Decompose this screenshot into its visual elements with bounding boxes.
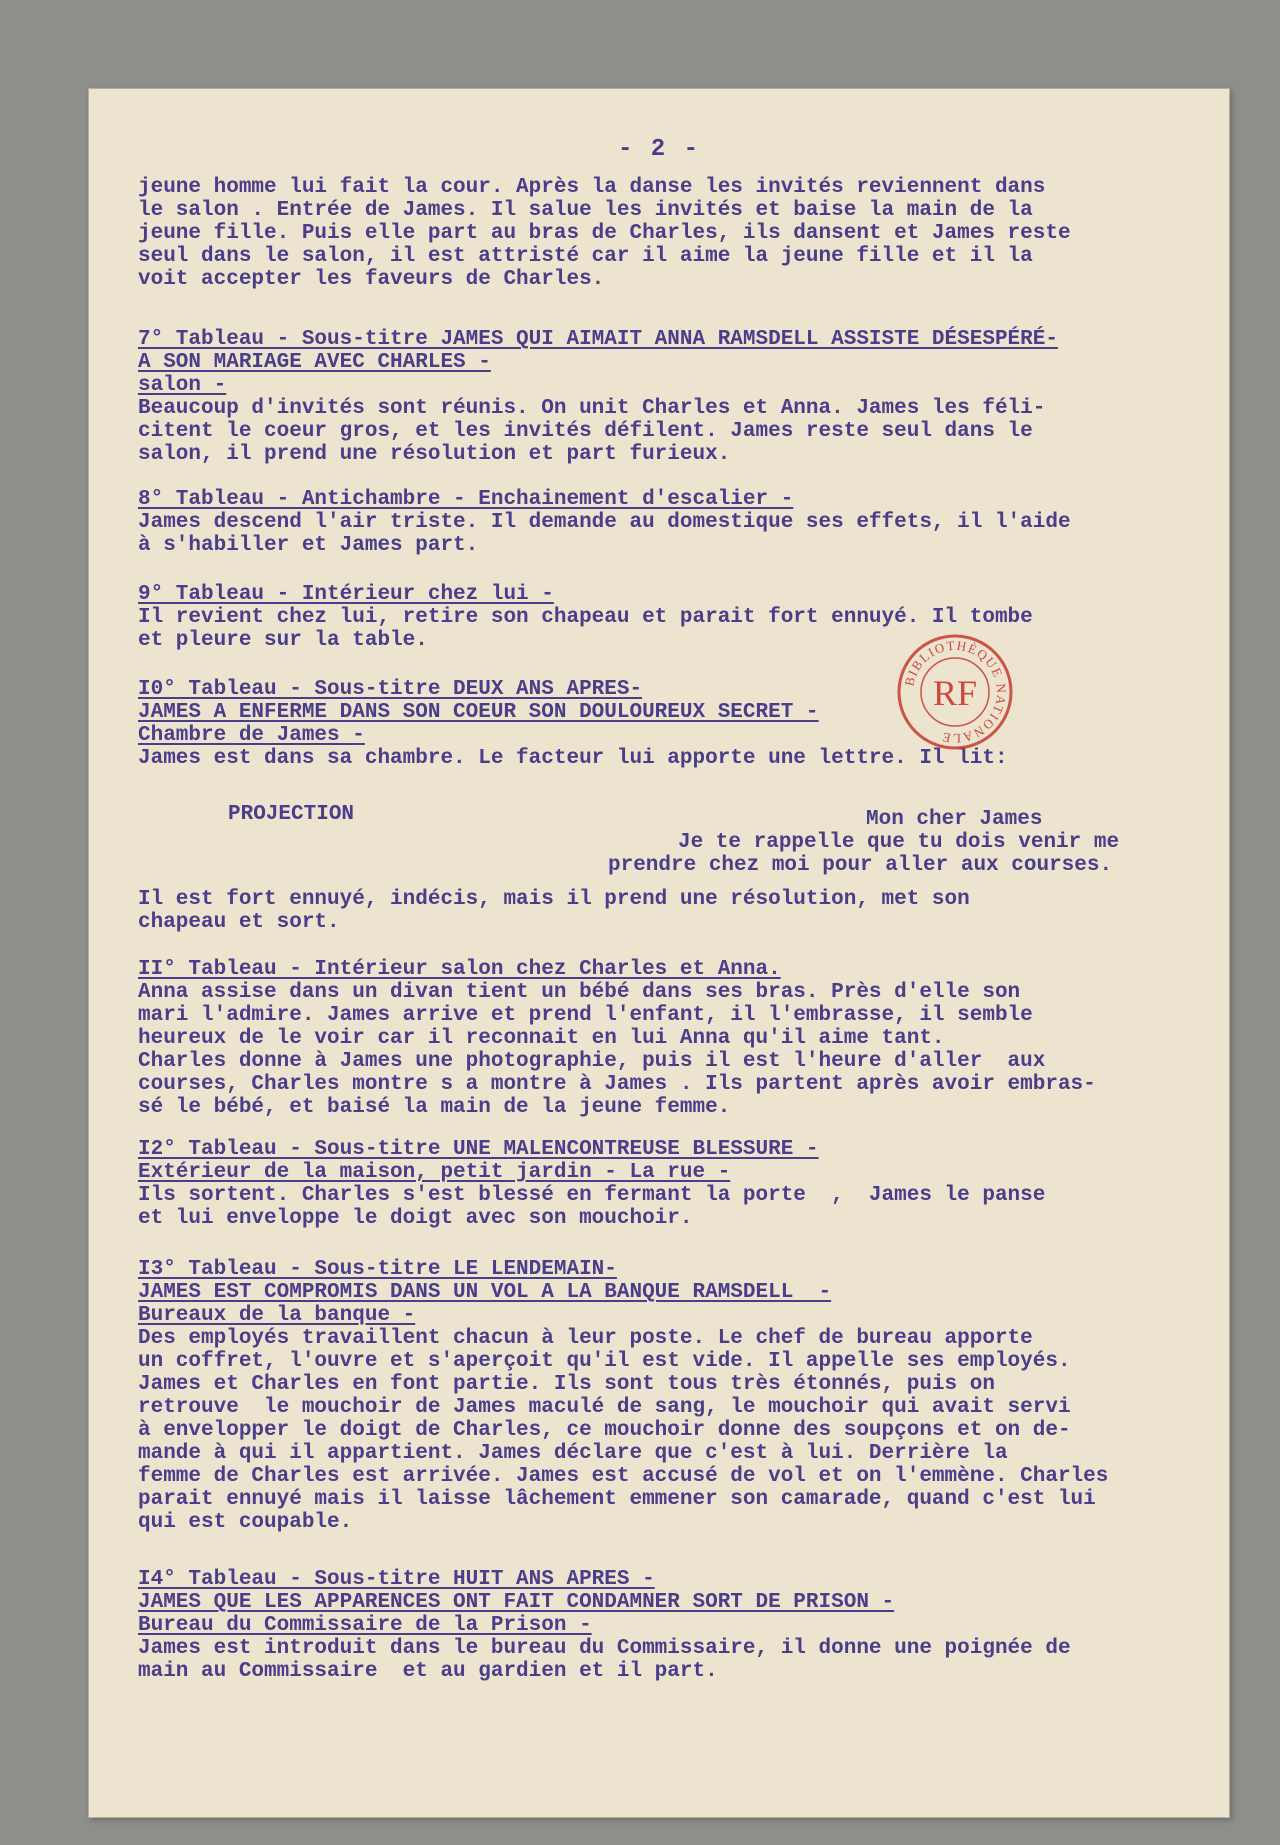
tableau-12 — [138, 1138, 1158, 1230]
text-line: Des employés travaillent chacun à leur poste. Le chef de bureau apporte — [138, 1327, 1033, 1350]
tableau-heading: JAMES EST COMPROMIS DANS UN VOL A LA BANQUE RAMSDELL - — [138, 1281, 832, 1304]
text-line: et pleure sur la table. — [138, 629, 428, 652]
opening-paragraph — [138, 176, 1158, 291]
page-number: - 2 - — [617, 136, 700, 163]
tableau-heading: 9° Tableau - Intérieur chez lui - — [138, 583, 554, 606]
stamp-center-text: RF — [932, 673, 978, 713]
tableau-heading: JAMES QUE LES APPARENCES ONT FAIT CONDAMNER SORT DE PRISON - — [138, 1591, 895, 1614]
tableau-heading: I2° Tableau - Sous-titre UNE MALENCONTREUSE BLESSURE - — [138, 1138, 819, 1161]
text-line: Beaucoup d'invités sont réunis. On unit Charles et Anna. James les féli- — [138, 397, 1046, 420]
tableau-heading: Bureaux de la banque - — [138, 1304, 416, 1327]
tableau-heading: I3° Tableau - Sous-titre LE LENDEMAIN- — [138, 1258, 617, 1281]
text-line: citent le coeur gros, et les invités défilent. James reste seul dans le — [138, 420, 1033, 443]
text-line: retrouve le mouchoir de James maculé de sang, le mouchoir qui avait servi — [138, 1396, 1071, 1419]
tableau-heading: Bureau du Commissaire de la Prison - — [138, 1614, 592, 1637]
letter-line: Je te rappelle que tu dois venir me — [678, 831, 1120, 854]
text-line: James est introduit dans le bureau du Commissaire, il donne une poignée de — [138, 1637, 1071, 1660]
tableau-heading: JAMES A ENFERME DANS SON COEUR SON DOULOUREUX SECRET - — [138, 701, 819, 724]
text-line: Ils sortent. Charles s'est blessé en fermant la porte , James le panse — [138, 1184, 1046, 1207]
text-line: mande à qui il appartient. James déclare que c'est à lui. Derrière la — [138, 1442, 1008, 1465]
text-line: à envelopper le doigt de Charles, ce mouchoir donne des soupçons et on de- — [138, 1419, 1071, 1442]
text-line: Il revient chez lui, retire son chapeau et parait fort ennuyé. Il tombe — [138, 606, 1033, 629]
text-line: Anna assise dans un divan tient un bébé dans ses bras. Près d'elle son — [138, 981, 1021, 1004]
tableau-heading: I0° Tableau - Sous-titre DEUX ANS APRES- — [138, 678, 643, 701]
text-line: James est dans sa chambre. Le facteur lui apporte une lettre. Il lit: — [138, 747, 1008, 770]
text-line: James descend l'air triste. Il demande au domestique ses effets, il l'aide — [138, 511, 1071, 534]
text-line: sé le bébé, et baisé la main de la jeune femme. — [138, 1096, 731, 1119]
text-line: chapeau et sort. — [138, 911, 340, 934]
tableau-heading: Chambre de James - — [138, 724, 365, 747]
tableau-11 — [138, 958, 1158, 1119]
text-line: main au Commissaire et au gardien et il part. — [138, 1660, 718, 1683]
tableau-8 — [138, 488, 1158, 557]
text-line: voit accepter les faveurs de Charles. — [138, 268, 605, 291]
text-line: heureux de le voir car il reconnait en lui Anna qu'il aime tant. — [138, 1027, 945, 1050]
tableau-heading: 7° Tableau - Sous-titre JAMES QUI AIMAIT ANNA RAMSDELL ASSISTE DÉSESPÉRÉ- — [138, 328, 1058, 351]
tableau-heading: A SON MARIAGE AVEC CHARLES - — [138, 351, 491, 374]
text-line: Il est fort ennuyé, indécis, mais il prend une résolution, met son — [138, 888, 970, 911]
text-line: qui est coupable. — [138, 1511, 353, 1534]
tableau-heading: salon - — [138, 374, 227, 397]
tableau-heading: II° Tableau - Intérieur salon chez Charles et Anna. — [138, 958, 781, 981]
text-line: femme de Charles est arrivée. James est accusé de vol et on l'emmène. Charles — [138, 1465, 1109, 1488]
bibliotheque-nationale-stamp — [896, 633, 1014, 751]
text-line: salon, il prend une résolution et part furieux. — [138, 443, 731, 466]
tableau-13 — [138, 1258, 1158, 1534]
stamp-outer-text: BIBLIOTHÈQUE NATIONALE — [901, 637, 1010, 747]
text-line: courses, Charles montre s a montre à James . Ils partent après avoir embras- — [138, 1073, 1096, 1096]
text-line: mari l'admire. James arrive et prend l'enfant, il l'embrasse, il semble — [138, 1004, 1033, 1027]
text-line: jeune fille. Puis elle part au bras de Charles, ils dansent et James reste — [138, 222, 1071, 245]
projection-label: PROJECTION — [228, 803, 355, 826]
tableau-heading: I4° Tableau - Sous-titre HUIT ANS APRES - — [138, 1568, 655, 1591]
text-line: le salon . Entrée de James. Il salue les invités et baise la main de la — [138, 199, 1033, 222]
text-line: parait ennuyé mais il laisse lâchement emmener son camarade, quand c'est lui — [138, 1488, 1096, 1511]
tableau-7 — [138, 328, 1158, 466]
tableau-heading: Extérieur de la maison, petit jardin - La rue - — [138, 1161, 731, 1184]
text-line: à s'habiller et James part. — [138, 534, 479, 557]
tableau-heading: 8° Tableau - Antichambre - Enchainement d'escalier - — [138, 488, 794, 511]
paragraph-after-letter — [138, 888, 1158, 934]
text-line: seul dans le salon, il est attristé car il aime la jeune fille et il la — [138, 245, 1033, 268]
projected-letter — [568, 808, 1208, 877]
stamp-seal-icon — [896, 633, 1014, 751]
letter-line: Mon cher James — [866, 808, 1043, 831]
text-line: jeune homme lui fait la cour. Après la danse les invités reviennent dans — [138, 176, 1046, 199]
letter-line: prendre chez moi pour aller aux courses. — [608, 854, 1113, 877]
text-line: Charles donne à James une photographie, puis il est l'heure d'aller aux — [138, 1050, 1046, 1073]
text-line: et lui enveloppe le doigt avec son mouchoir. — [138, 1207, 693, 1230]
text-line: un coffret, l'ouvre et s'aperçoit qu'il est vide. Il appelle ses employés. — [138, 1350, 1071, 1373]
tableau-14 — [138, 1568, 1158, 1683]
text-line: James et Charles en font partie. Ils sont tous très étonnés, puis on — [138, 1373, 995, 1396]
document-page — [88, 88, 1230, 1818]
